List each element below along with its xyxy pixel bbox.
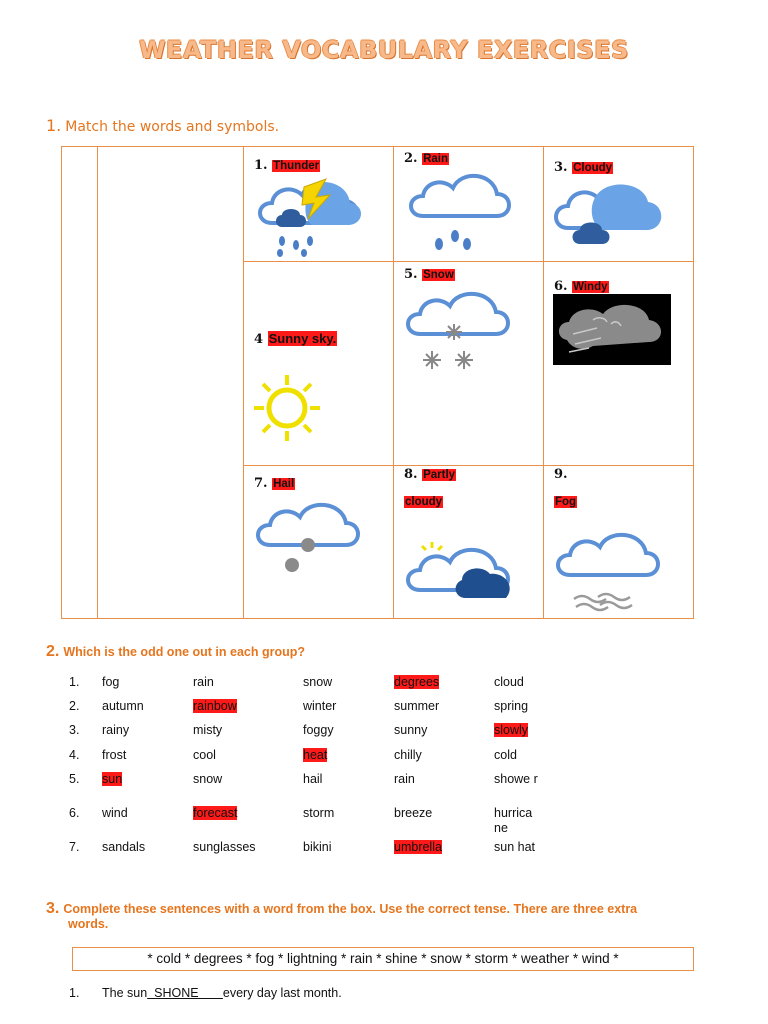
sun-icon (252, 373, 322, 443)
odd-word: sun hat (494, 840, 536, 854)
symbol-label-3: 3. Cloudy (554, 160, 613, 175)
odd-word: sandals (102, 840, 146, 854)
odd-word: frost (102, 748, 127, 762)
odd-word: misty (193, 723, 223, 737)
odd-word-cell (102, 806, 128, 821)
odd-word: summer (394, 699, 440, 713)
odd-word-cell (102, 699, 144, 714)
odd-word: snow (193, 772, 223, 786)
rain-cloud-icon (405, 168, 515, 254)
odd-row-number: 7. (69, 840, 80, 854)
snow-cloud-icon (402, 284, 518, 376)
symbol-label-4: 4 Sunny sky. (254, 331, 337, 347)
section-2-number: 2. (46, 643, 60, 660)
odd-word-highlighted: sun (102, 772, 123, 786)
symbol-label-2: 2. Rain (404, 151, 449, 166)
odd-word: cold (494, 748, 517, 762)
odd-word-cell (494, 840, 540, 855)
odd-word-cell (193, 772, 222, 787)
section-2-text: Which is the odd one out in each group? (63, 645, 306, 659)
odd-row-number: 3. (69, 723, 80, 737)
odd-word: fog (102, 675, 120, 689)
fog-icon (552, 527, 668, 613)
odd-word-cell (303, 806, 334, 821)
odd-word-cell (303, 772, 322, 787)
odd-row-number: 5. (69, 772, 80, 786)
odd-word-cell (193, 675, 214, 690)
odd-word-cell (193, 723, 222, 738)
windy-icon (553, 294, 671, 365)
odd-word-cell (102, 772, 122, 787)
odd-row-number: 4. (69, 748, 80, 762)
section-1-text: Match the words and symbols. (65, 119, 280, 135)
odd-word-cell (394, 806, 432, 821)
odd-word-cell (303, 748, 327, 763)
odd-word-cell (494, 723, 540, 738)
odd-word: snow (303, 675, 333, 689)
odd-word-cell (303, 840, 332, 855)
odd-word: cloud (494, 675, 524, 689)
odd-word-cell (303, 675, 332, 690)
odd-word-cell (394, 723, 427, 738)
symbol-label-8b: cloudy (405, 496, 443, 508)
odd-word-cell (102, 723, 129, 738)
odd-word-cell (494, 699, 540, 714)
word-box: * cold * degrees * fog * lightning * rain * shine * snow * storm * weather * wind * (72, 947, 694, 971)
symbol-label-9: 9. (554, 467, 568, 482)
odd-word: showe r (494, 772, 538, 786)
symbol-label-6: 6. Windy (554, 279, 608, 294)
odd-word: cool (193, 748, 216, 762)
odd-word-cell (494, 806, 540, 836)
symbol-label-9b: Fog (555, 496, 577, 508)
page-title: WEATHER VOCABULARY EXERCISES (139, 36, 629, 64)
section-2-heading (46, 643, 305, 661)
odd-word: bikini (303, 840, 332, 854)
thunder-cloud-icon (252, 175, 370, 257)
odd-word: autumn (102, 699, 144, 713)
odd-word-cell (102, 840, 145, 855)
symbol-label-8: 8. Partly (404, 467, 456, 482)
odd-word: rain (193, 675, 214, 689)
odd-word-cell (303, 723, 334, 738)
odd-word-highlighted: forecast (193, 806, 238, 820)
symbol-label-5: 5. Snow (404, 267, 454, 282)
odd-word-cell (102, 748, 126, 763)
sentence-1-number: 1. (69, 986, 80, 1000)
odd-word: breeze (394, 806, 433, 820)
odd-word-highlighted: rainbow (193, 699, 237, 713)
odd-word-cell (102, 675, 119, 690)
odd-word: hurrica ne (494, 806, 533, 835)
odd-word-cell (394, 748, 422, 763)
odd-word-cell (193, 840, 256, 855)
cloudy-icon (552, 178, 668, 248)
section-3-text-line1: Complete these sentences with a word from the box. Use the correct tense. There are three extra (63, 902, 638, 916)
odd-word-highlighted: slowly (494, 723, 529, 737)
odd-word-highlighted: umbrella (394, 840, 442, 854)
odd-row-number: 2. (69, 699, 80, 713)
odd-word: hail (303, 772, 323, 786)
odd-word: rain (394, 772, 415, 786)
symbol-label-7: 7. Hail (254, 476, 295, 491)
odd-word-cell (494, 772, 540, 787)
odd-word-cell (303, 699, 336, 714)
odd-word-cell (193, 748, 216, 763)
section-3-text-line2: words. (68, 917, 109, 931)
section-1-number: 1. (46, 116, 62, 135)
odd-word: sunny (394, 723, 428, 737)
odd-word-cell (394, 772, 415, 787)
odd-row-number: 6. (69, 806, 80, 820)
odd-word-cell (394, 699, 439, 714)
odd-row-number: 1. (69, 675, 80, 689)
odd-word-cell (193, 699, 237, 714)
odd-word: chilly (394, 748, 422, 762)
symbol-label-1: 1. Thunder (254, 158, 320, 173)
sentence-1 (102, 986, 342, 1000)
odd-word-cell (494, 748, 540, 763)
odd-word: storm (303, 806, 335, 820)
section-1-heading (46, 116, 279, 135)
sentence-1-after: every day last month. (222, 986, 342, 1000)
sentence-1-before: The sun (102, 986, 148, 1000)
odd-word: foggy (303, 723, 334, 737)
odd-word-cell (394, 840, 442, 855)
odd-word: winter (303, 699, 337, 713)
odd-word: rainy (102, 723, 130, 737)
hail-cloud-icon (252, 497, 370, 577)
partly-cloudy-icon (402, 540, 520, 608)
odd-word: spring (494, 699, 529, 713)
odd-word-highlighted: heat (303, 748, 328, 762)
odd-word: wind (102, 806, 128, 820)
sentence-1-answer: SHONE (147, 986, 223, 1000)
section-3-number: 3. (46, 900, 60, 917)
odd-word-highlighted: degrees (394, 675, 440, 689)
section-3-heading (46, 901, 726, 932)
odd-word: sunglasses (193, 840, 256, 854)
odd-word-cell (494, 675, 540, 690)
odd-word-cell (394, 675, 439, 690)
odd-word-cell (193, 806, 237, 821)
